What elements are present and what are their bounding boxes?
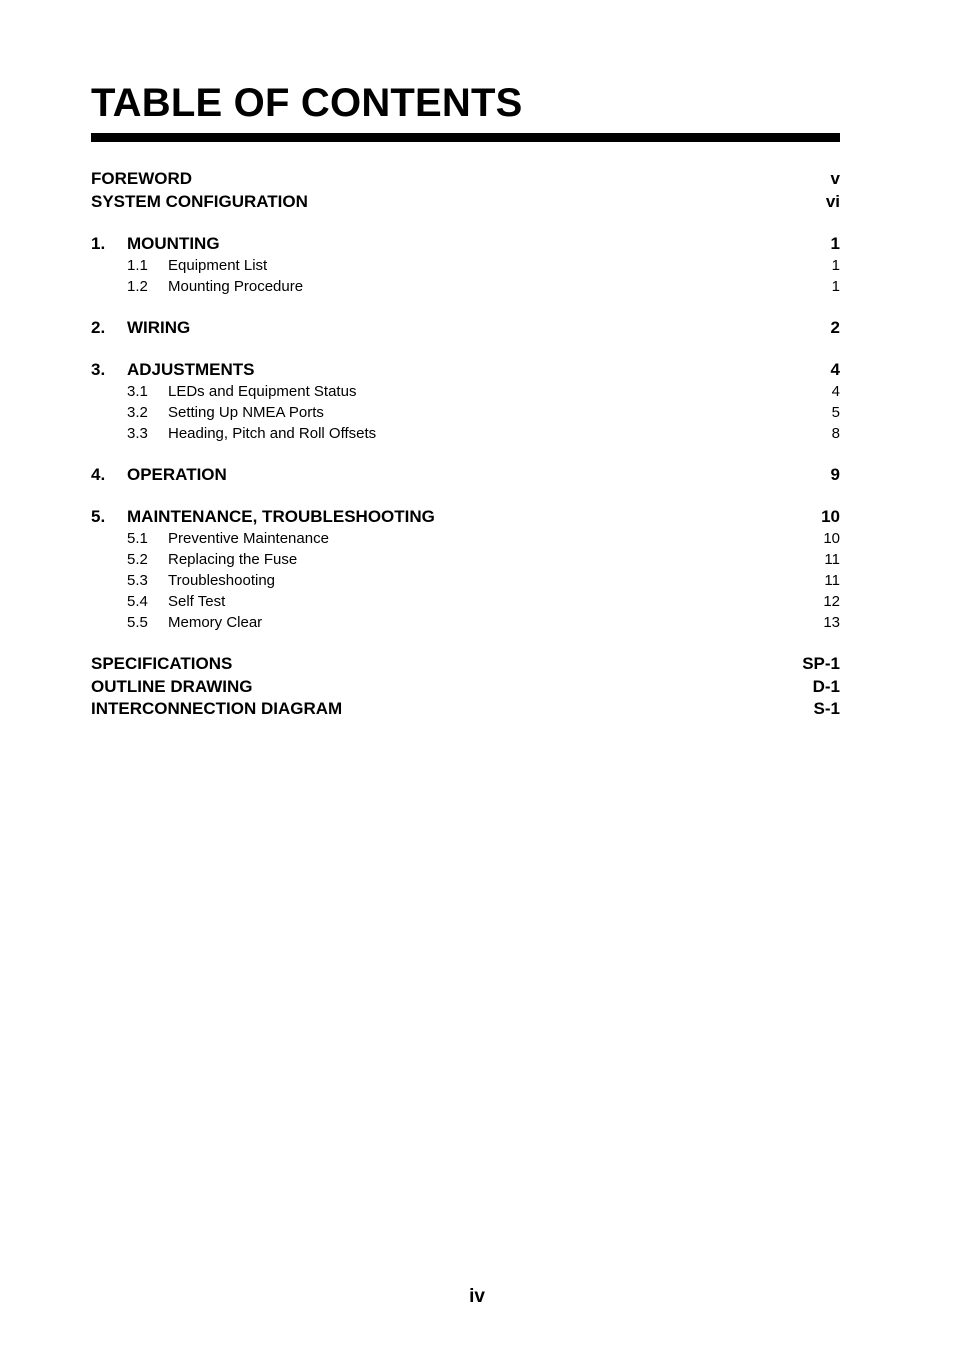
- entry-page-number: 12: [823, 593, 840, 610]
- entry-label: Setting Up NMEA Ports: [168, 404, 324, 421]
- entry-label: INTERCONNECTION DIAGRAM: [91, 699, 343, 718]
- entry-label: Memory Clear: [168, 614, 263, 631]
- entry-number: 3.2: [127, 404, 148, 421]
- entry-label: OPERATION: [127, 465, 227, 484]
- spacer: [91, 486, 840, 506]
- entry-page-number: 1: [831, 278, 840, 295]
- spacer: [91, 633, 840, 653]
- entry-page-number: S-1: [813, 699, 840, 718]
- entry-number: 4.: [91, 465, 106, 484]
- toc-entry-section[interactable]: [91, 381, 840, 402]
- entry-label: Mounting Procedure: [168, 278, 304, 295]
- entry-number: 1.2: [127, 278, 148, 295]
- entry-label: FOREWORD: [91, 169, 193, 188]
- spacer: [91, 213, 840, 233]
- entry-label: MOUNTING: [127, 234, 220, 253]
- entry-page-number: 11: [824, 572, 840, 589]
- title-rule: [91, 133, 840, 142]
- toc-entry-chapter[interactable]: [91, 233, 840, 255]
- table-of-contents: [91, 168, 840, 721]
- entry-number: 5.5: [127, 614, 148, 631]
- toc-entry-section[interactable]: [91, 276, 840, 297]
- page-title: TABLE OF CONTENTS: [91, 81, 523, 125]
- toc-entry-section[interactable]: [91, 423, 840, 444]
- spacer: [91, 339, 840, 359]
- toc-entry-section[interactable]: [91, 591, 840, 612]
- entry-page-number: 10: [823, 530, 840, 547]
- entry-label: WIRING: [127, 318, 191, 337]
- entry-number: 2.: [91, 318, 106, 337]
- entry-page-number: D-1: [812, 676, 840, 696]
- toc-entry-section[interactable]: [91, 570, 840, 591]
- entry-number: 1.1: [127, 257, 148, 274]
- toc-entry-front[interactable]: [91, 168, 840, 191]
- entry-number: 5.3: [127, 572, 148, 589]
- entry-page-number: 8: [831, 425, 840, 442]
- toc-entry-back[interactable]: [91, 676, 840, 699]
- entry-page-number: 13: [823, 614, 840, 631]
- entry-page-number: 4: [830, 360, 840, 379]
- entry-label: ADJUSTMENTS: [127, 360, 255, 379]
- entry-page-number: vi: [825, 191, 840, 211]
- entry-page-number: 10: [821, 507, 840, 526]
- entry-number: 5.2: [127, 551, 148, 568]
- toc-entry-back[interactable]: [91, 698, 840, 721]
- toc-entry-chapter[interactable]: [91, 317, 840, 339]
- entry-label: Troubleshooting: [168, 572, 276, 589]
- entry-label: LEDs and Equipment Status: [168, 383, 357, 400]
- toc-entry-section[interactable]: [91, 612, 840, 633]
- entry-number: 3.1: [127, 383, 148, 400]
- spacer: [91, 444, 840, 464]
- toc-entry-chapter[interactable]: [91, 506, 840, 528]
- entry-page-number: 4: [831, 383, 840, 400]
- entry-page-number: v: [830, 169, 840, 188]
- entry-number: 5.1: [127, 530, 148, 547]
- toc-entry-front[interactable]: [91, 191, 840, 214]
- entry-page-number: 2: [830, 318, 840, 337]
- entry-number: 5.4: [127, 593, 148, 610]
- toc-entry-back[interactable]: [91, 653, 840, 676]
- spacer: [91, 297, 840, 317]
- toc-entry-section[interactable]: [91, 549, 840, 570]
- entry-number: 3.3: [127, 425, 148, 442]
- entry-number: 5.: [91, 507, 106, 526]
- entry-label: Self Test: [168, 593, 226, 610]
- entry-page-number: 11: [824, 551, 840, 568]
- entry-label: SPECIFICATIONS: [91, 654, 233, 673]
- entry-label: OUTLINE DRAWING: [91, 676, 253, 696]
- entry-page-number: SP-1: [802, 654, 840, 673]
- toc-entry-chapter[interactable]: [91, 464, 840, 486]
- entry-page-number: 9: [830, 465, 840, 484]
- entry-page-number: 1: [831, 257, 840, 274]
- entry-label: SYSTEM CONFIGURATION: [91, 191, 308, 211]
- entry-label: Heading, Pitch and Roll Offsets: [168, 425, 377, 442]
- toc-entry-chapter[interactable]: [91, 359, 840, 381]
- entry-page-number: 1: [830, 234, 840, 253]
- entry-label: Equipment List: [168, 257, 268, 274]
- entry-label: Preventive Maintenance: [168, 530, 329, 547]
- entry-label: MAINTENANCE, TROUBLESHOOTING: [127, 507, 435, 526]
- entry-label: Replacing the Fuse: [168, 551, 298, 568]
- toc-entry-section[interactable]: [91, 402, 840, 423]
- page-number: iv: [469, 1286, 485, 1307]
- toc-entry-section[interactable]: [91, 528, 840, 549]
- entry-number: 1.: [91, 234, 106, 253]
- entry-number: 3.: [91, 360, 106, 379]
- toc-entry-section[interactable]: [91, 255, 840, 276]
- entry-page-number: 5: [831, 404, 840, 421]
